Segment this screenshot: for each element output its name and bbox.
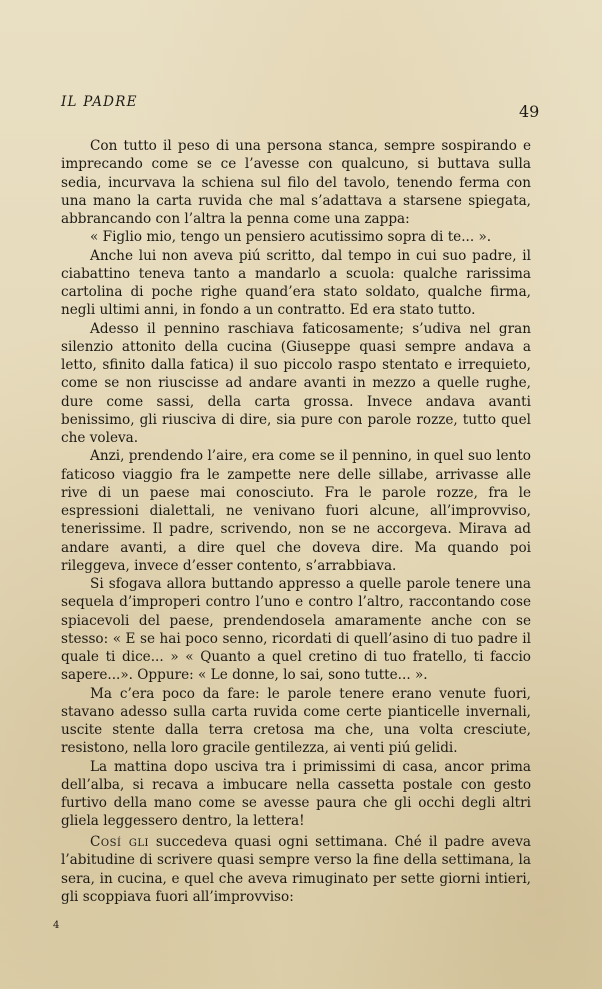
paragraph: Con tutto il peso di una persona stanca, sempre sospirando e imprecando come se ce l’avesse con qualcuno, si buttava sulla sedia, incurvava la schiena sul filo del tavolo, tenendo ferma con una mano la carta ruvida che mal s’adattava a starsene spiegata, abbrancando con l’altra la penna come una zappa: [61,138,531,227]
paragraph: La mattina dopo usciva tra i primissimi di casa, ancor prima dell’alba, si recava a imbucare nella cassetta postale con gesto furtivo della mano come se avesse paura che gli occhi degli altri gliela leggessero dentro, la lettera! [61,758,531,830]
running-head: IL PADRE [61,94,138,110]
section-break-text [61,833,531,906]
paragraph: Anche lui non aveva piú scritto, dal tempo in cui suo padre, il ciabattino teneva tanto a mandarlo a scuola: qualche rarissima cartolina di poche righe quand’era stato soldato, qualche firma, negli ultimi anni, in fondo a un contratto. Ed era stato tutto. [61,247,531,319]
small-caps-lead-in: Cosí gli [90,834,149,850]
signature-mark: 4 [53,920,60,931]
paragraph: Anzi, prendendo l’aire, era come se il pennino, in quel suo lento faticoso viaggio fra le zampette nere delle sillabe, arrivasse alle rive di un paese mai conosciuto. Fra le parole rozze, fra le espressioni dialettali, ne venivano fuori alcune, all’improvviso, tenerissime. Il padre, scrivendo, non se ne accorgeva. Mirava ad andare avanti, a dire quel che doveva dire. Ma quando poi rileggeva, invece d’esser contento, s’arrabbiava. [61,448,531,574]
body-text [61,137,531,831]
paragraph-text: succedeva quasi ogni settimana. Ché il padre aveva l’abitudine di scrivere quasi sempre verso la fine della settimana, la sera, in cucina, e quel che aveva rimuginato per sette giorni intieri, gli scoppiava fuori all’improvviso: [61,834,531,905]
paragraph: Si sfogava allora buttando appresso a quelle parole tenere una sequela d’improperi contro l’uno e contro l’altro, raccontando cose spiacevoli del paese, prendendosela amaramente anche con se stesso: « E se hai poco senno, ricordati di quell’asino di tuo padre il quale ti dice... » « Quanto a quel cretino di tuo fratello, ti faccio sapere...». Oppure: « Le donne, lo sai, sono tutte... ». [61,576,531,684]
paragraph: Adesso il pennino raschiava faticosamente; s’udiva nel gran silenzio attonito della cucina (Giuseppe quasi sempre andava a letto, sfinito dalla fatica) il suo piccolo raspo stentato e irrequieto, come se non riuscisse ad andare avanti in mezzo a quelle rughe, dure come sassi, della carta grossa. Invece andava avanti benissimo, gli riusciva di dire, sia pure con parole rozze, tutto quel che voleva. [61,320,531,446]
paragraph: Ma c’era poco da fare: le parole tenere erano venute fuori, stavano adesso sulla carta ruvida come certe pianticelle invernali, uscite stente dalla terra cretosa ma che, una volta cresciute, resistono, nella loro gracile gentilezza, ai venti piú gelidi. [61,685,531,757]
page-number: 49 [519,102,540,121]
paragraph: « Figlio mio, tengo un pensiero acutissimo sopra di te... ». [90,229,492,246]
paragraph [61,833,531,906]
